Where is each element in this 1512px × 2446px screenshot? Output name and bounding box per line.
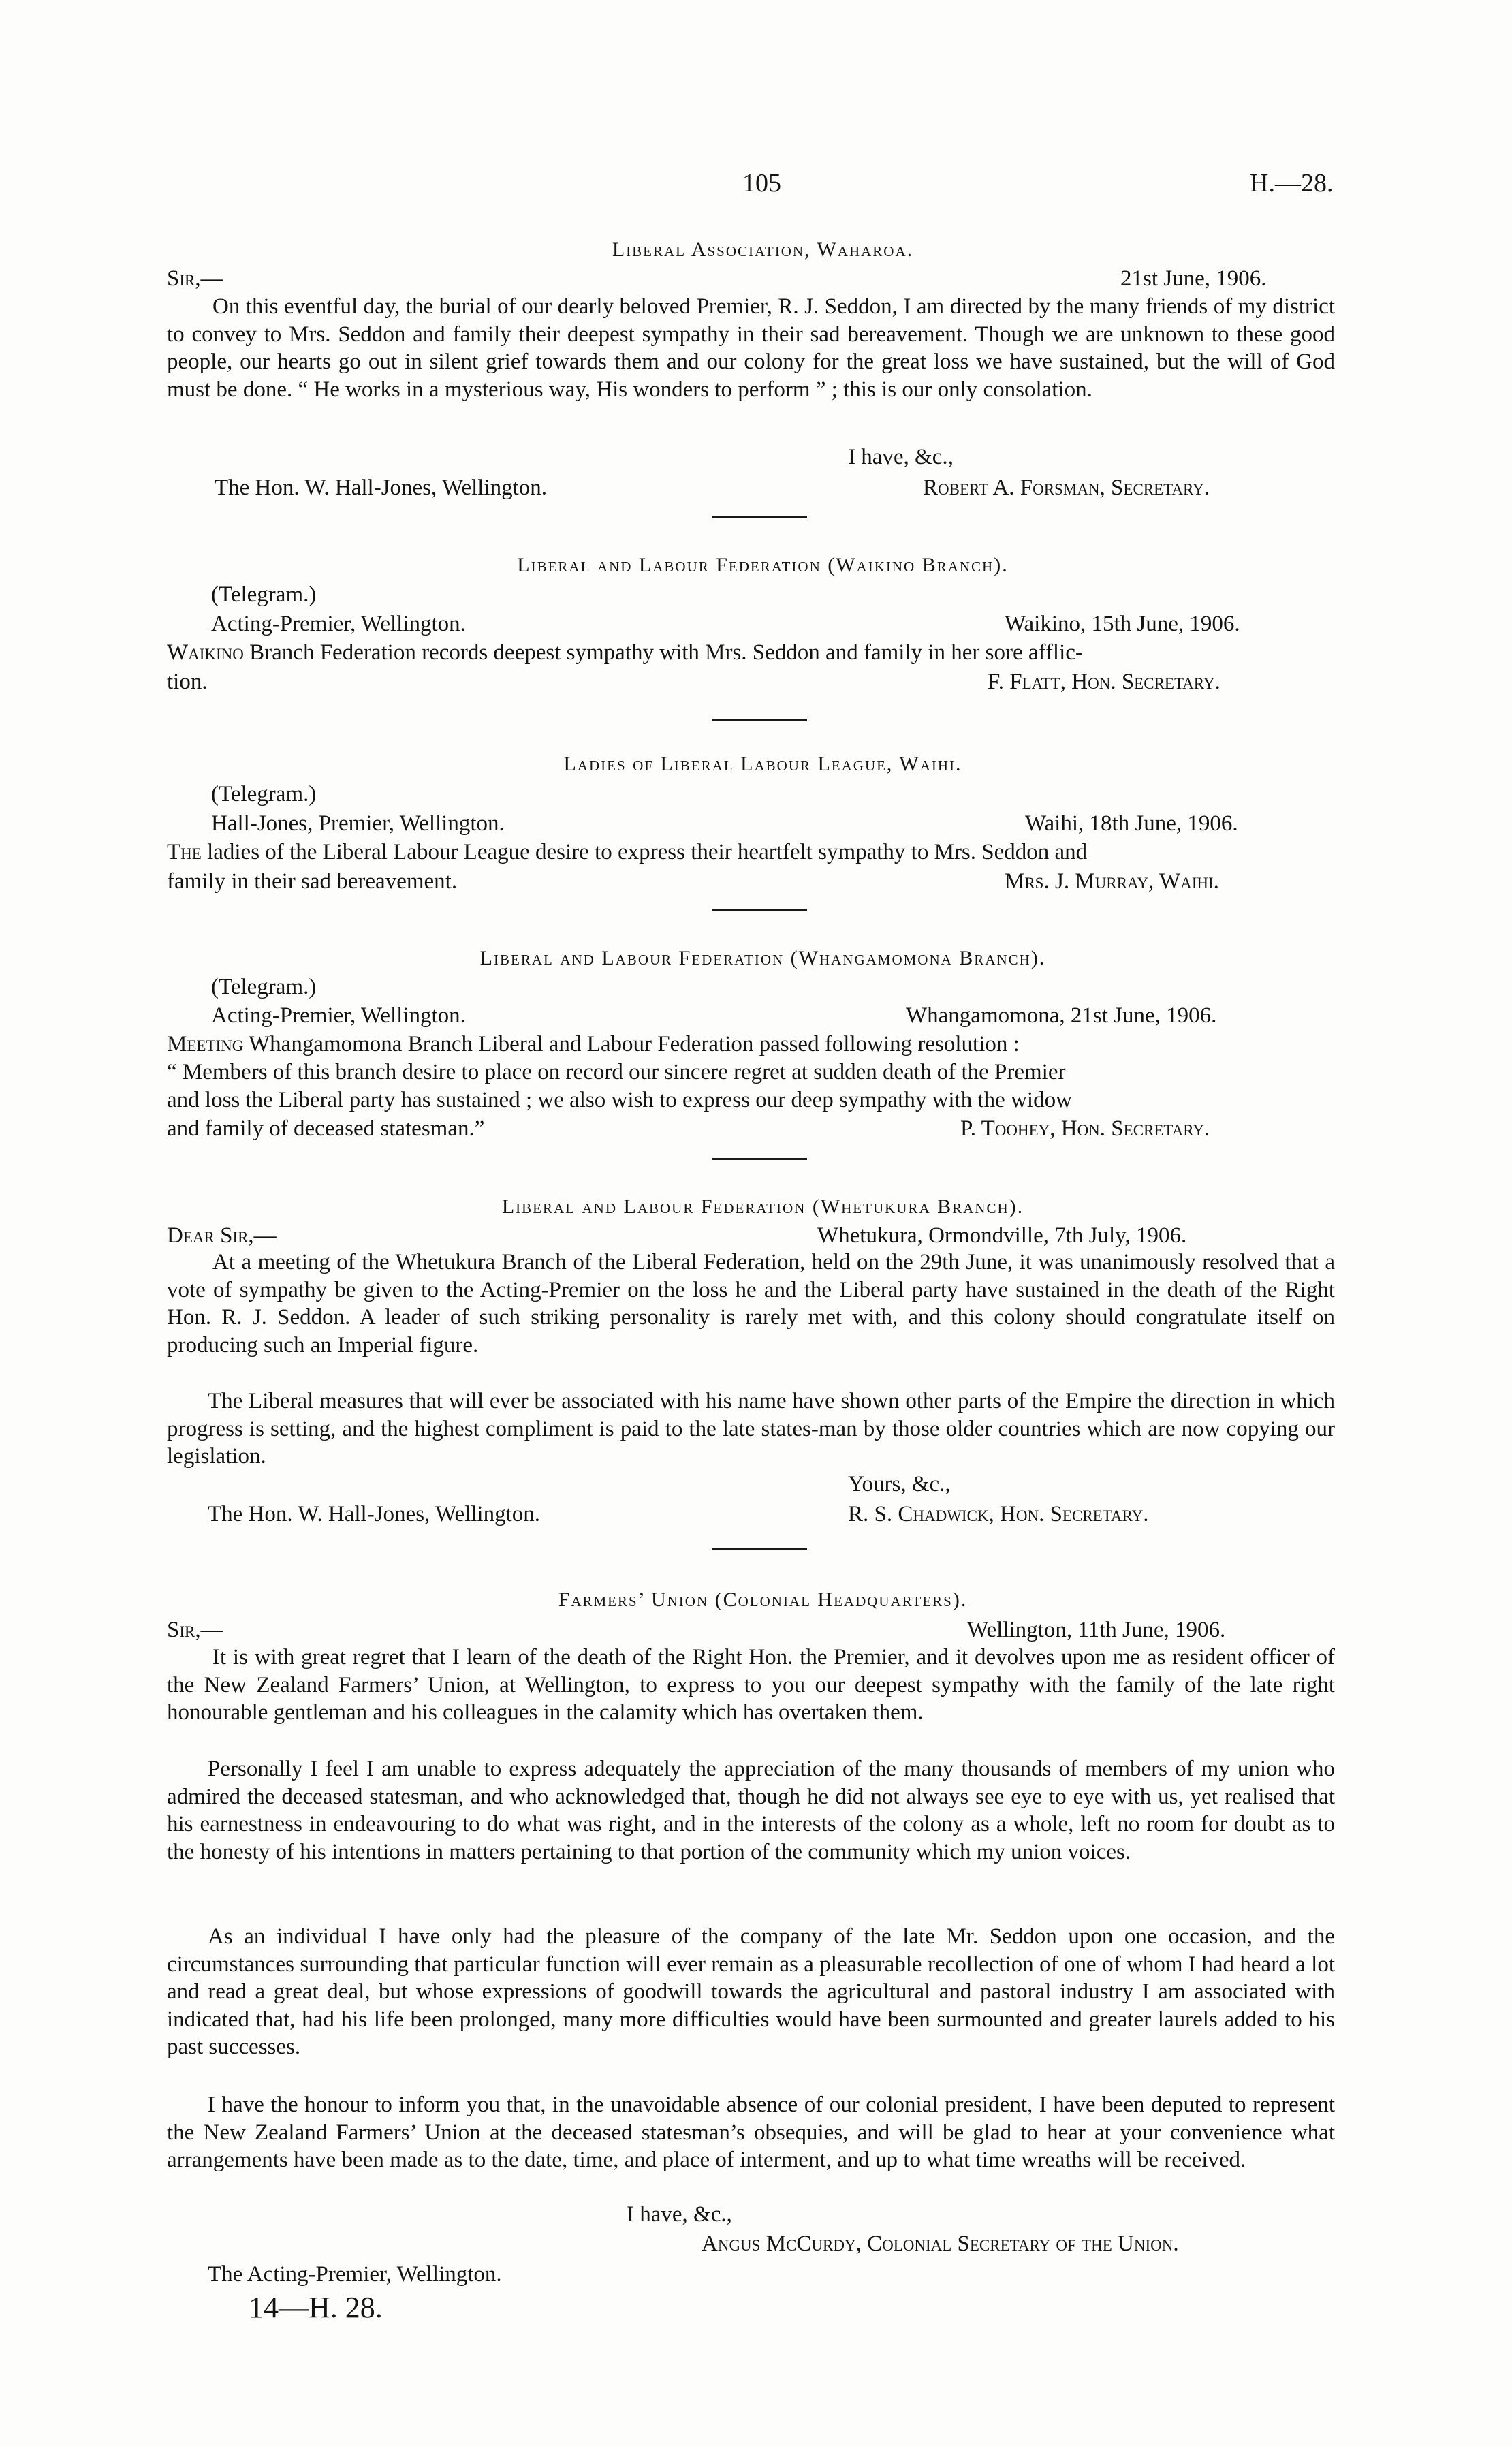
date-waikino: Waikino, 15th June, 1906.	[1005, 612, 1240, 636]
signature-farmers-union: Angus McCurdy, Colonial Secretary of the Union.	[702, 2231, 1179, 2256]
signature-waikino: F. Flatt, Hon. Secretary.	[988, 670, 1220, 694]
signature-waharoa: Robert A. Forsman, Secretary.	[923, 475, 1210, 500]
body-waihi-line2: family in their sad bereavement.	[167, 869, 458, 894]
date-farmers-union: Wellington, 11th June, 1906.	[967, 1618, 1226, 1642]
addressee-waharoa: The Hon. W. Hall-Jones, Wellington.	[215, 475, 548, 500]
body-waihi-line1: The ladies of the Liberal Labour League desire to express their heartfelt sympathy to Mrs. Seddon and	[167, 840, 1088, 864]
signature-mark: 14—H. 28.	[249, 2291, 383, 2324]
section-divider	[712, 516, 807, 518]
telegram-note-waikino: (Telegram.)	[211, 582, 317, 607]
addressee-waihi: Hall-Jones, Premier, Wellington.	[211, 811, 505, 836]
section-heading-waikino: Liberal and Labour Federation (Waikino Branch).	[517, 554, 1009, 576]
paragraph-farmers-union-1: It is with great regret that I learn of the death of the Right Hon. the Premier, and it devolves upon me as resident officer of the New Zealand Farmers’ Union, at Wellington, to express to you our deepest sympathy with the family of the late right honourable gentleman and his colleagues in the calamity which has overtaken them.	[167, 1645, 1335, 1725]
salutation-farmers-union: Sir,—	[167, 1618, 223, 1642]
date-waharoa: 21st June, 1906.	[1120, 266, 1267, 291]
date-waihi: Waihi, 18th June, 1906.	[1025, 811, 1238, 836]
body-whangamomona-line2: “ Members of this branch desire to place on record our sincere regret at sudden death of the Premier	[167, 1060, 1066, 1084]
addressee-whetukura: The Hon. W. Hall-Jones, Wellington.	[208, 1502, 541, 1526]
paragraph-farmers-union-4: I have the honour to inform you that, in the unavoidable absence of our colonial president, I have been deputed to represent the New Zealand Farmers’ Union at the deceased statesman’s obsequies, and will be glad to hear at your convenience what arrangements have been made as to the date, time, and place of interment, and up to what time wreaths will be received.	[167, 2092, 1335, 2172]
body-waikino-line1: Waikino Branch Federation records deepest sympathy with Mrs. Seddon and family in her sore afflic-	[167, 640, 1083, 665]
section-heading-waihi: Ladies of Liberal Labour League, Waihi.	[563, 753, 962, 775]
date-whangamomona: Whangamomona, 21st June, 1906.	[906, 1003, 1217, 1028]
section-divider	[712, 909, 807, 911]
page-number: 105	[742, 169, 781, 198]
signature-whetukura: R. S. Chadwick, Hon. Secretary.	[848, 1502, 1149, 1526]
closing-farmers-union: I have, &c.,	[627, 2202, 732, 2227]
telegram-note-waihi: (Telegram.)	[211, 782, 317, 806]
section-divider	[712, 1548, 807, 1550]
salutation-waharoa: Sir,—	[167, 266, 223, 291]
addressee-waikino: Acting-Premier, Wellington.	[211, 612, 466, 636]
section-heading-whetukura: Liberal and Labour Federation (Whetukura Branch).	[501, 1195, 1024, 1218]
salutation-whetukura: Dear Sir,—	[167, 1223, 277, 1248]
date-whetukura: Whetukura, Ormondville, 7th July, 1906.	[817, 1223, 1187, 1248]
paragraph-whetukura-2: The Liberal measures that will ever be associated with his name have shown other parts of the Empire the direction in which progress is setting, and the highest compliment is paid to the late states-man by those older countries which are now copying our legislation.	[167, 1389, 1335, 1469]
closing-whetukura: Yours, &c.,	[848, 1472, 951, 1496]
section-heading-waharoa: Liberal Association, Waharoa.	[612, 238, 914, 261]
section-heading-whangamomona: Liberal and Labour Federation (Whangamomona Branch).	[479, 947, 1046, 969]
addressee-whangamomona: Acting-Premier, Wellington.	[211, 1003, 466, 1028]
paragraph-waharoa-1: On this eventful day, the burial of our dearly beloved Premier, R. J. Seddon, I am directed by the many friends of my district to convey to Mrs. Seddon and family their deepest sympathy in their sad bereavement. Though we are unknown to these good people, our hearts go out in silent grief towards them and our colony for the great loss we have sustained, but the will of God must be done. “ He works in a mysterious way, His wonders to perform ” ; this is our only consolation.	[167, 294, 1335, 402]
section-divider	[712, 1158, 807, 1160]
document-reference: H.—28.	[1250, 169, 1334, 198]
section-divider	[712, 719, 807, 721]
body-whangamomona-line3: and loss the Liberal party has sustained ; we also wish to express our deep sympathy with the widow	[167, 1088, 1072, 1112]
paragraph-whetukura-1: At a meeting of the Whetukura Branch of the Liberal Federation, held on the 29th June, it was unanimously resolved that a vote of sympathy be given to the Acting-Premier on the loss he and the Liberal party have sustained in the death of the Right Hon. R. J. Seddon. A leader of such striking personality is rarely met with, and this colony should congratulate itself on producing such an Imperial figure.	[167, 1250, 1335, 1358]
telegram-note-whangamomona: (Telegram.)	[211, 975, 317, 999]
body-whangamomona-line4: and family of deceased statesman.”	[167, 1116, 485, 1141]
closing-waharoa: I have, &c.,	[848, 445, 954, 469]
signature-whangamomona: P. Toohey, Hon. Secretary.	[960, 1116, 1210, 1141]
signature-waihi: Mrs. J. Murray, Waihi.	[1005, 869, 1219, 894]
section-heading-farmers-union: Farmers’ Union (Colonial Headquarters).	[558, 1588, 968, 1611]
body-whangamomona-line1: Meeting Whangamomona Branch Liberal and Labour Federation passed following resolution :	[167, 1032, 1020, 1056]
paragraph-farmers-union-3: As an individual I have only had the pleasure of the company of the late Mr. Seddon upon one occasion, and the circumstances surrounding that particular function will ever remain as a pleasurable recollection of one of whom I had heard a lot and read a great deal, but whose expressions of goodwill towards the agricultural and pastoral industry I am associated with indicated that, had his life been prolonged, many more difficulties would have been surmounted and greater laurels added to his past successes.	[167, 1924, 1335, 2059]
paragraph-farmers-union-2: Personally I feel I am unable to express adequately the appreciation of the many thousands of members of my union who admired the deceased statesman, and who acknowledged that, though he did not always see eye to eye with us, yet realised that his earnestness in endeavouring to do what was right, and in the interests of the colony as a whole, left no room for doubt as to the honesty of his intentions in matters pertaining to that portion of the community which my union voices.	[167, 1757, 1335, 1864]
body-waikino-line2: tion.	[167, 670, 208, 694]
addressee-farmers-union: The Acting-Premier, Wellington.	[208, 2262, 502, 2287]
